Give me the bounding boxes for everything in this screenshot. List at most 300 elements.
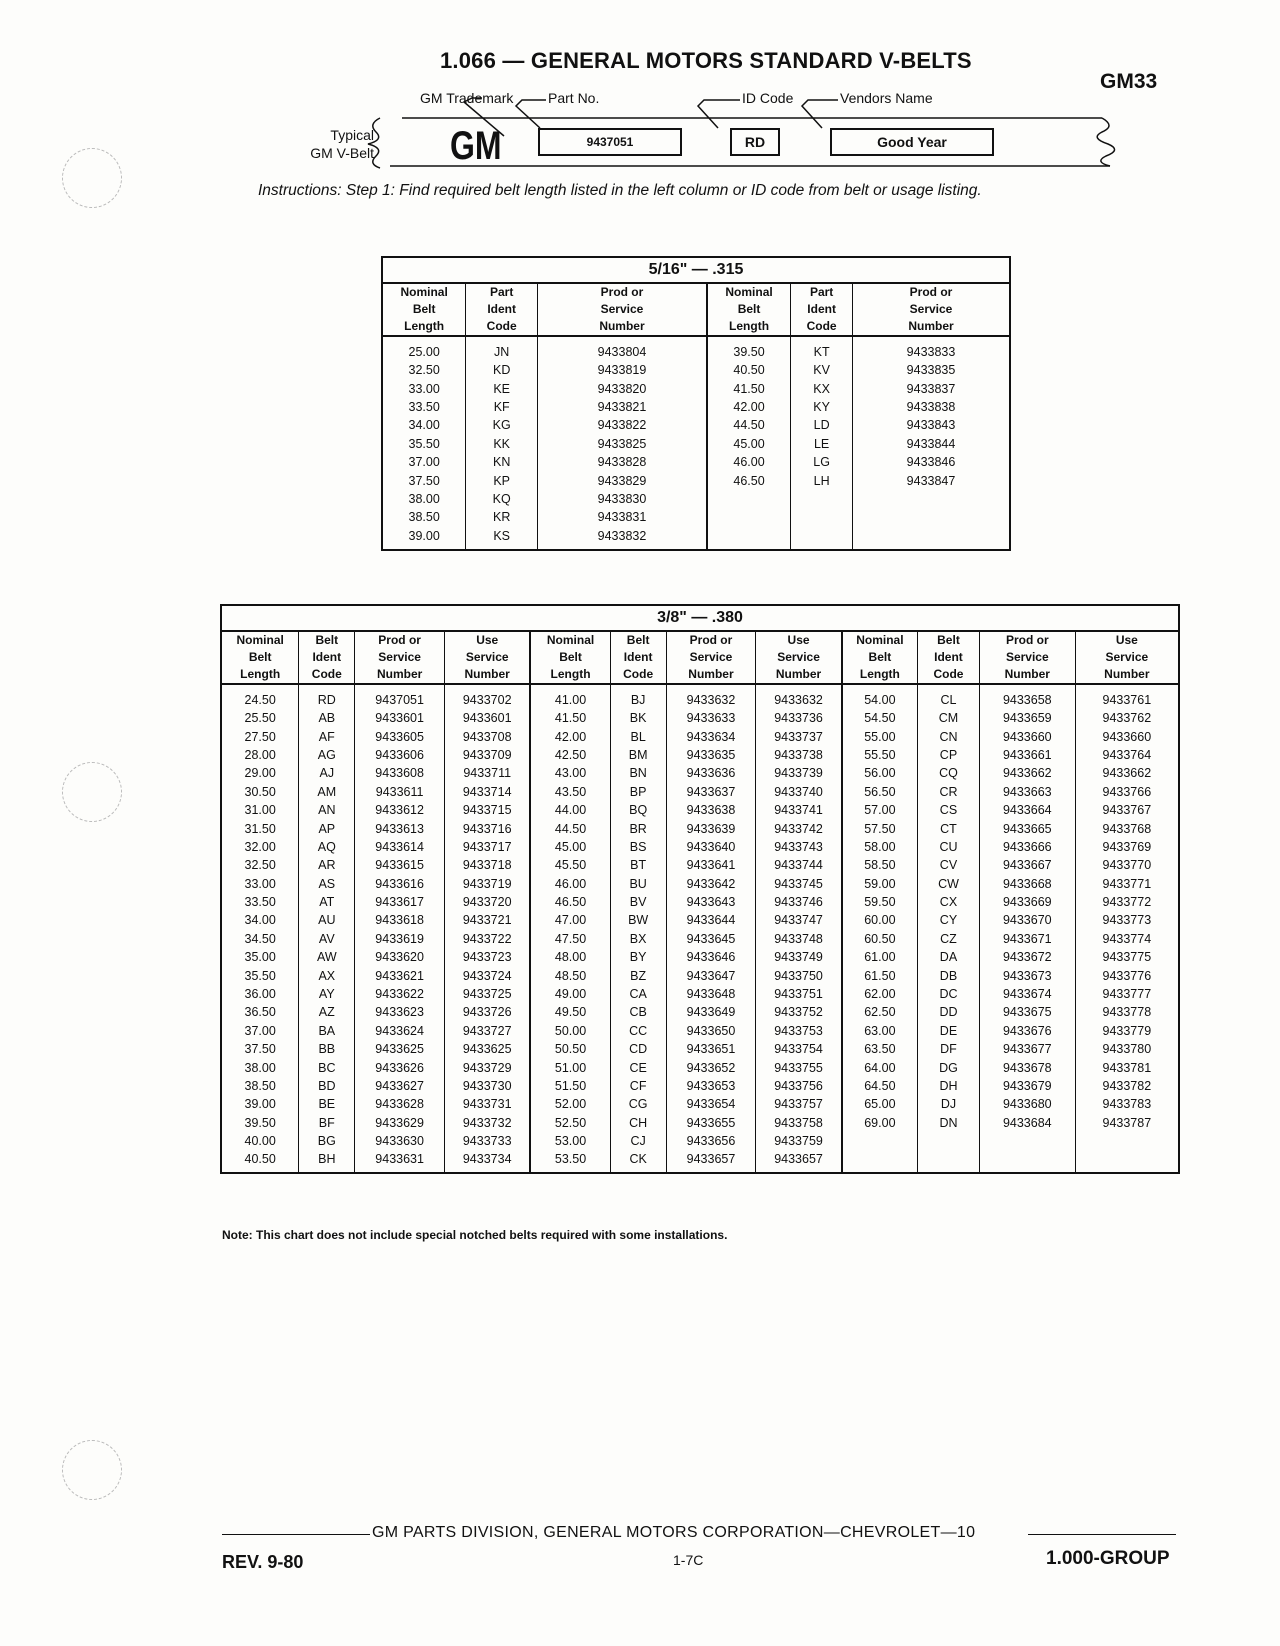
use-service-number: 9433755	[756, 1058, 842, 1076]
binder-hole	[62, 148, 122, 208]
ident-code: BR	[610, 819, 666, 837]
ident-code: BC	[299, 1058, 355, 1076]
belt-length: 45.00	[530, 838, 610, 856]
ident-code: BG	[299, 1132, 355, 1150]
ident-code: KV	[791, 361, 853, 379]
belt-length: 35.50	[244, 968, 276, 983]
service-number: 9433829	[538, 471, 707, 489]
use-service-number: 9433725	[445, 985, 531, 1003]
table-row	[382, 416, 1010, 434]
service-number: 9433832	[538, 527, 707, 550]
service-number: 9433641	[666, 856, 756, 874]
ident-code: CP	[918, 746, 980, 764]
use-service-number: 9433601	[445, 709, 531, 727]
page-code: GM33	[1100, 70, 1158, 93]
table-row	[382, 527, 1010, 550]
service-number: 9433673	[979, 966, 1075, 984]
ident-code: CD	[610, 1040, 666, 1058]
service-number: 9433831	[538, 508, 707, 526]
ident-code: CF	[610, 1077, 666, 1095]
belt-length: 59.00	[842, 875, 918, 893]
service-number: 9433611	[355, 783, 445, 801]
ident-code: BU	[610, 875, 666, 893]
column-header: Prod or Service Number	[979, 631, 1075, 684]
ident-code: KQ	[466, 490, 538, 508]
service-number: 9433672	[979, 948, 1075, 966]
ident-code: KF	[466, 398, 538, 416]
ident-code: AU	[299, 911, 355, 929]
service-number: 9433651	[666, 1040, 756, 1058]
service-number: 9433825	[538, 435, 707, 453]
service-number: 9433623	[355, 1003, 445, 1021]
service-number: 9433639	[666, 819, 756, 837]
belt-length	[842, 1132, 918, 1150]
use-service-number: 9433625	[445, 1040, 531, 1058]
service-number: 9433804	[538, 336, 707, 361]
belt-length: 53.00	[530, 1132, 610, 1150]
ident-code: BL	[610, 727, 666, 745]
table-row	[382, 490, 1010, 508]
ident-code: DC	[918, 985, 980, 1003]
service-number: 9433820	[538, 379, 707, 397]
table-row	[221, 727, 1179, 745]
service-number: 9433668	[979, 875, 1075, 893]
service-number: 9433665	[979, 819, 1075, 837]
service-number: 9433605	[355, 727, 445, 745]
service-number: 9433652	[666, 1058, 756, 1076]
use-service-number: 9433720	[445, 893, 531, 911]
belt-length: 53.50	[530, 1150, 610, 1173]
belt-length: 43.00	[530, 764, 610, 782]
ident-code: AM	[299, 783, 355, 801]
belt-length: 37.00	[408, 455, 440, 470]
column-header: Nominal Belt Length	[707, 283, 791, 336]
belt-length: 47.00	[530, 911, 610, 929]
use-service-number: 9433753	[756, 1022, 842, 1040]
ident-code: KT	[791, 336, 853, 361]
belt-length: 60.50	[842, 930, 918, 948]
table-row	[382, 379, 1010, 397]
size-heading: 3/8" — .380	[221, 605, 1179, 631]
belt-length: 51.00	[530, 1058, 610, 1076]
binder-hole	[62, 1440, 122, 1500]
ident-code: CQ	[918, 764, 980, 782]
use-service-number: 9433766	[1075, 783, 1179, 801]
belt-length: 31.50	[244, 821, 276, 836]
ident-code: CR	[918, 783, 980, 801]
use-service-number: 9433727	[445, 1022, 531, 1040]
service-number: 9433667	[979, 856, 1075, 874]
use-service-number: 9433743	[756, 838, 842, 856]
use-service-number: 9433657	[756, 1150, 842, 1173]
use-service-number: 9433736	[756, 709, 842, 727]
ident-code: BS	[610, 838, 666, 856]
service-number: 9433646	[666, 948, 756, 966]
use-service-number: 9433771	[1075, 875, 1179, 893]
use-service-number: 9433729	[445, 1058, 531, 1076]
ident-code: AT	[299, 893, 355, 911]
binder-hole	[62, 762, 122, 822]
footer-division: GM PARTS DIVISION, GENERAL MOTORS CORPORATION—CHEVROLET—10	[372, 1524, 976, 1541]
table-row	[221, 985, 1179, 1003]
belt-length: 34.50	[244, 931, 276, 946]
ident-code: AY	[299, 985, 355, 1003]
column-header: Use Service Number	[445, 631, 531, 684]
use-service-number: 9433715	[445, 801, 531, 819]
service-number: 9433660	[979, 727, 1075, 745]
ident-code: CK	[610, 1150, 666, 1173]
service-number: 9433847	[853, 471, 1010, 489]
vendor-box: Good Year	[830, 128, 994, 156]
service-number: 9433647	[666, 966, 756, 984]
id-code-box: RD	[730, 128, 780, 156]
ident-code: AJ	[299, 764, 355, 782]
footer-group: 1.000-GROUP	[1046, 1548, 1170, 1569]
table-row	[382, 361, 1010, 379]
service-number: 9433843	[853, 416, 1010, 434]
footer-page-number: 1-7C	[673, 1552, 704, 1568]
service-number: 9433626	[355, 1058, 445, 1076]
ident-code: BD	[299, 1077, 355, 1095]
belt-length: 45.00	[707, 435, 791, 453]
ident-code: AF	[299, 727, 355, 745]
ident-code: CZ	[918, 930, 980, 948]
belt-length: 36.50	[244, 1005, 276, 1020]
service-number: 9433675	[979, 1003, 1075, 1021]
service-number: 9433819	[538, 361, 707, 379]
belt-length: 52.00	[530, 1095, 610, 1113]
ident-code: KR	[466, 508, 538, 526]
service-number: 9433654	[666, 1095, 756, 1113]
use-service-number: 9433722	[445, 930, 531, 948]
footer-rule-right	[1028, 1534, 1176, 1535]
footer-rule-left	[222, 1534, 370, 1535]
belt-length: 52.50	[530, 1114, 610, 1132]
ident-code: CX	[918, 893, 980, 911]
service-number: 9433638	[666, 801, 756, 819]
ident-code: CG	[610, 1095, 666, 1113]
column-header: Belt Ident Code	[299, 631, 355, 684]
use-service-number: 9433750	[756, 966, 842, 984]
vendors-name-label: Vendors Name	[840, 90, 933, 106]
belt-length: 37.00	[244, 1023, 276, 1038]
use-service-number: 9433772	[1075, 893, 1179, 911]
use-service-number: 9433769	[1075, 838, 1179, 856]
table-row	[382, 336, 1010, 361]
table-row	[221, 948, 1179, 966]
ident-code: CE	[610, 1058, 666, 1076]
service-number: 9433837	[853, 379, 1010, 397]
table-row	[382, 435, 1010, 453]
use-service-number: 9433775	[1075, 948, 1179, 966]
belt-length: 61.00	[842, 948, 918, 966]
ident-code: DD	[918, 1003, 980, 1021]
use-service-number: 9433746	[756, 893, 842, 911]
belt-length: 42.00	[530, 727, 610, 745]
belt-length: 40.50	[707, 361, 791, 379]
use-service-number: 9433745	[756, 875, 842, 893]
ident-code: BZ	[610, 966, 666, 984]
table-row	[221, 838, 1179, 856]
ident-code: BE	[299, 1095, 355, 1113]
column-header: Prod or Service Number	[666, 631, 756, 684]
service-number: 9433648	[666, 985, 756, 1003]
ident-code: CU	[918, 838, 980, 856]
use-service-number: 9433783	[1075, 1095, 1179, 1113]
ident-code: DF	[918, 1040, 980, 1058]
ident-code: CM	[918, 709, 980, 727]
ident-code: AS	[299, 875, 355, 893]
ident-code: DH	[918, 1077, 980, 1095]
use-service-number: 9433726	[445, 1003, 531, 1021]
use-service-number: 9433739	[756, 764, 842, 782]
belt-length: 56.50	[842, 783, 918, 801]
use-service-number: 9433744	[756, 856, 842, 874]
belt-length	[707, 527, 791, 550]
typical-label-line2: GM V-Belt	[310, 145, 374, 161]
belt-length: 34.00	[244, 913, 276, 928]
use-service-number: 9433740	[756, 783, 842, 801]
use-service-number: 9433731	[445, 1095, 531, 1113]
belt-length: 35.50	[408, 436, 440, 451]
service-number: 9433636	[666, 764, 756, 782]
ident-code: BK	[610, 709, 666, 727]
use-service-number: 9433754	[756, 1040, 842, 1058]
ident-code: KS	[466, 527, 538, 550]
ident-code: CA	[610, 985, 666, 1003]
use-service-number: 9433768	[1075, 819, 1179, 837]
service-number: 9433680	[979, 1095, 1075, 1113]
use-service-number: 9433764	[1075, 746, 1179, 764]
service-number: 9433649	[666, 1003, 756, 1021]
belt-length: 58.50	[842, 856, 918, 874]
ident-code: BB	[299, 1040, 355, 1058]
ident-code: KD	[466, 361, 538, 379]
table-row	[221, 684, 1179, 709]
belt-length: 38.00	[244, 1060, 276, 1075]
table-row	[221, 856, 1179, 874]
ident-code: DB	[918, 966, 980, 984]
column-header: Nominal Belt Length	[530, 631, 610, 684]
service-number: 9433830	[538, 490, 707, 508]
ident-code: DE	[918, 1022, 980, 1040]
ident-code: AB	[299, 709, 355, 727]
table-row	[221, 1022, 1179, 1040]
belt-length: 62.00	[842, 985, 918, 1003]
ident-code: BQ	[610, 801, 666, 819]
service-number	[853, 527, 1010, 550]
belt-length: 37.50	[408, 473, 440, 488]
belt-length: 57.00	[842, 801, 918, 819]
service-number: 9433632	[666, 684, 756, 709]
service-number: 9433671	[979, 930, 1075, 948]
ident-code: AZ	[299, 1003, 355, 1021]
use-service-number: 9433708	[445, 727, 531, 745]
belt-length: 58.00	[842, 838, 918, 856]
belt-length: 43.50	[530, 783, 610, 801]
belt-length: 61.50	[842, 966, 918, 984]
ident-code: AQ	[299, 838, 355, 856]
belt-length	[842, 1150, 918, 1173]
ident-code: BV	[610, 893, 666, 911]
ident-code: KE	[466, 379, 538, 397]
part-no-box: 9437051	[538, 128, 682, 156]
ident-code: KG	[466, 416, 538, 434]
service-number: 9433664	[979, 801, 1075, 819]
service-number: 9433650	[666, 1022, 756, 1040]
typical-label-line1: Typical	[330, 127, 374, 143]
belt-length: 29.00	[244, 766, 276, 781]
service-number: 9433637	[666, 783, 756, 801]
belt-length: 41.50	[707, 379, 791, 397]
belt-length: 63.00	[842, 1022, 918, 1040]
belt-length: 30.50	[244, 784, 276, 799]
service-number: 9433622	[355, 985, 445, 1003]
column-header: Belt Ident Code	[610, 631, 666, 684]
table-row	[382, 398, 1010, 416]
service-number: 9433629	[355, 1114, 445, 1132]
belt-length: 64.00	[842, 1058, 918, 1076]
belt-length: 44.50	[530, 819, 610, 837]
service-number: 9433635	[666, 746, 756, 764]
service-number: 9433618	[355, 911, 445, 929]
use-service-number: 9433714	[445, 783, 531, 801]
belt-length: 33.00	[244, 876, 276, 891]
column-header: Use Service Number	[756, 631, 842, 684]
use-service-number: 9433762	[1075, 709, 1179, 727]
part-no-label: Part No.	[548, 90, 600, 106]
table-row	[221, 819, 1179, 837]
service-number: 9433655	[666, 1114, 756, 1132]
table-row	[221, 911, 1179, 929]
service-number: 9433612	[355, 801, 445, 819]
ident-code: AX	[299, 966, 355, 984]
service-number: 9433613	[355, 819, 445, 837]
use-service-number: 9433709	[445, 746, 531, 764]
ident-code: JN	[466, 336, 538, 361]
service-number: 9433822	[538, 416, 707, 434]
service-number: 9433617	[355, 893, 445, 911]
belt-length: 44.50	[707, 416, 791, 434]
belt-length: 56.00	[842, 764, 918, 782]
belt-length: 36.00	[244, 987, 276, 1002]
belt-table-3-8	[220, 604, 1180, 1174]
service-number: 9433677	[979, 1040, 1075, 1058]
belt-length: 46.00	[707, 453, 791, 471]
use-service-number: 9433737	[756, 727, 842, 745]
table-row	[221, 930, 1179, 948]
belt-length: 41.00	[530, 684, 610, 709]
belt-length: 33.50	[244, 895, 276, 910]
ident-code: KN	[466, 453, 538, 471]
service-number: 9433627	[355, 1077, 445, 1095]
use-service-number: 9433777	[1075, 985, 1179, 1003]
use-service-number: 9433632	[756, 684, 842, 709]
ident-code: LE	[791, 435, 853, 453]
use-service-number: 9433749	[756, 948, 842, 966]
use-service-number: 9433756	[756, 1077, 842, 1095]
ident-code: CN	[918, 727, 980, 745]
table-row	[382, 453, 1010, 471]
belt-length: 64.50	[842, 1077, 918, 1095]
belt-length: 27.50	[244, 729, 276, 744]
belt-length: 40.50	[244, 1152, 276, 1167]
ident-code: KX	[791, 379, 853, 397]
page-title: 1.066 — GENERAL MOTORS STANDARD V-BELTS	[440, 48, 972, 73]
belt-length: 69.00	[842, 1114, 918, 1132]
service-number: 9433844	[853, 435, 1010, 453]
belt-length: 46.50	[530, 893, 610, 911]
belt-length: 54.50	[842, 709, 918, 727]
service-number: 9433621	[355, 966, 445, 984]
belt-length: 44.00	[530, 801, 610, 819]
service-number: 9433606	[355, 746, 445, 764]
column-header: Nominal Belt Length	[842, 631, 918, 684]
table-row	[221, 709, 1179, 727]
belt-length: 46.00	[530, 875, 610, 893]
table-row	[221, 875, 1179, 893]
ident-code: DJ	[918, 1095, 980, 1113]
ident-code: CH	[610, 1114, 666, 1132]
service-number: 9433670	[979, 911, 1075, 929]
ident-code: CB	[610, 1003, 666, 1021]
use-service-number: 9433719	[445, 875, 531, 893]
table-row	[221, 1040, 1179, 1058]
service-number: 9433838	[853, 398, 1010, 416]
use-service-number: 9433718	[445, 856, 531, 874]
belt-length	[707, 508, 791, 526]
use-service-number: 9433773	[1075, 911, 1179, 929]
service-number: 9433658	[979, 684, 1075, 709]
use-service-number: 9433770	[1075, 856, 1179, 874]
belt-length: 46.50	[707, 471, 791, 489]
service-number: 9433619	[355, 930, 445, 948]
ident-code	[791, 490, 853, 508]
use-service-number: 9433751	[756, 985, 842, 1003]
belt-length: 38.00	[408, 491, 440, 506]
column-header: Nominal Belt Length	[382, 283, 466, 336]
service-number	[979, 1150, 1075, 1173]
ident-code: BT	[610, 856, 666, 874]
belt-length: 34.00	[408, 418, 440, 433]
ident-code: AV	[299, 930, 355, 948]
ident-code: BP	[610, 783, 666, 801]
ident-code: AP	[299, 819, 355, 837]
table-row	[382, 471, 1010, 489]
belt-length: 35.00	[244, 950, 276, 965]
use-service-number: 9433761	[1075, 684, 1179, 709]
ident-code: CW	[918, 875, 980, 893]
table-row	[221, 746, 1179, 764]
ident-code: BA	[299, 1022, 355, 1040]
service-number: 9433659	[979, 709, 1075, 727]
ident-code: BY	[610, 948, 666, 966]
use-service-number: 9433782	[1075, 1077, 1179, 1095]
ident-code: LG	[791, 453, 853, 471]
service-number: 9433669	[979, 893, 1075, 911]
service-number: 9433835	[853, 361, 1010, 379]
use-service-number: 9433778	[1075, 1003, 1179, 1021]
ident-code: LD	[791, 416, 853, 434]
belt-length: 59.50	[842, 893, 918, 911]
ident-code: AR	[299, 856, 355, 874]
use-service-number: 9433738	[756, 746, 842, 764]
belt-length: 57.50	[842, 819, 918, 837]
use-service-number: 9433741	[756, 801, 842, 819]
column-header: Nominal Belt Length	[221, 631, 299, 684]
service-number: 9433644	[666, 911, 756, 929]
belt-length: 60.00	[842, 911, 918, 929]
